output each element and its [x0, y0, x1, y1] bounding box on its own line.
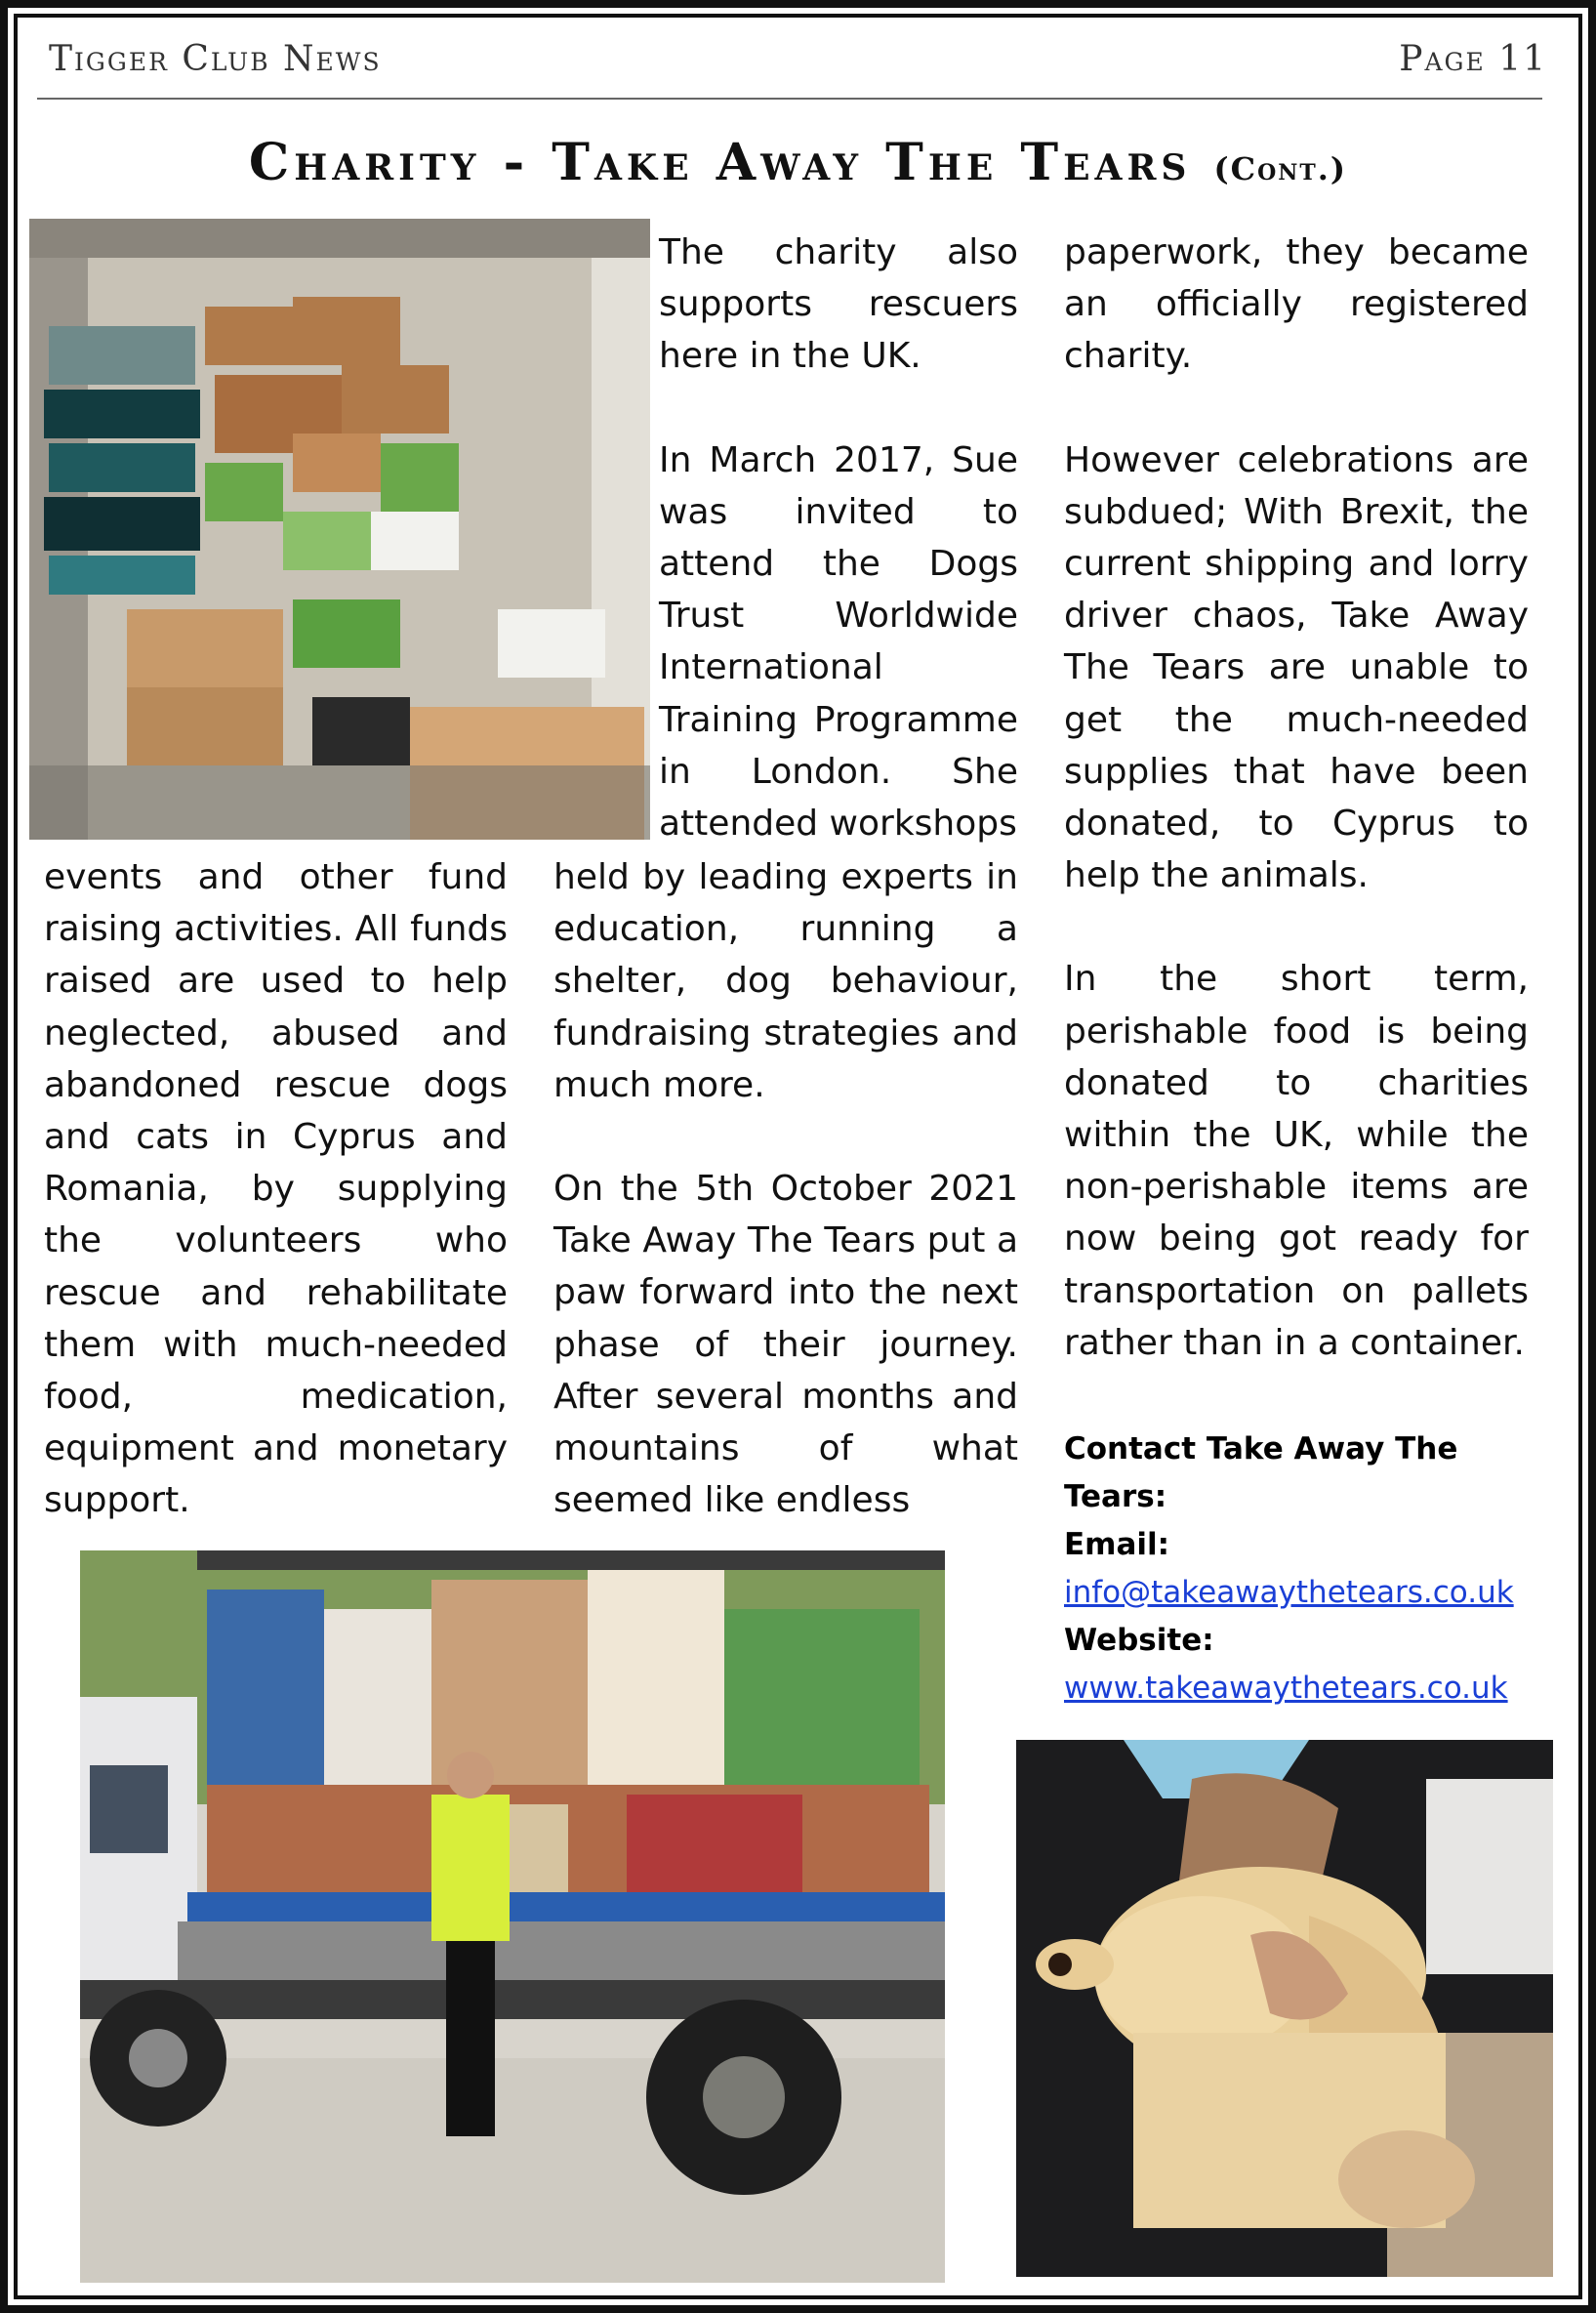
header-divider	[37, 98, 1542, 100]
paragraph-paperwork: paperwork, they became an officially registered charity.	[1064, 232, 1529, 377]
container-photo	[29, 219, 650, 840]
page-title	[0, 133, 1596, 192]
paragraph-march-2017: In March 2017, Sue was invited to attend the Dogs Trust Worldwide International Training Programme in London. She attended workshops	[659, 439, 1018, 845]
border-bottom-outer	[0, 2305, 1596, 2313]
website-link[interactable]: www.takeawaythetears.co.uk	[1064, 1671, 1508, 1706]
dog-photo	[1016, 1740, 1553, 2277]
border-top-outer	[0, 0, 1596, 8]
contact-block	[1064, 1425, 1552, 1713]
border-right-outer	[1588, 0, 1596, 2313]
title-main: Charity - Take Away The Tears	[248, 133, 1192, 192]
publication-name: Tigger Club News	[49, 39, 382, 79]
col1-text	[44, 851, 508, 1527]
email-label: Email:	[1064, 1527, 1170, 1562]
paragraph-events: events and other fund raising activities. All funds raised are used to help neglected, abused and abandoned rescue dogs and cats in Cyprus and Romania, by supplying the volunteers who rescue and rehabilitate them with much-needed food, medication, equipment and monetary support.	[44, 857, 508, 1521]
paragraph-october-2021: On the 5th October 2021 Take Away The Tears put a paw forward into the next phase of their journey. After several months and mountains of what seemed like endless	[553, 1169, 1018, 1521]
col2-top-text	[659, 227, 1018, 849]
website-label: Website:	[1064, 1623, 1214, 1658]
col3-text	[1064, 227, 1529, 1369]
title-cont: (Cont.)	[1213, 150, 1348, 187]
border-left-inner	[14, 14, 18, 2299]
col2-bottom-text	[553, 851, 1018, 1526]
paragraph-workshops-cont: held by leading experts in education, running a shelter, dog behaviour, fundraising strategies and much more.	[553, 857, 1018, 1105]
border-left-outer	[0, 0, 8, 2313]
border-right-inner	[1578, 14, 1582, 2299]
border-bottom-inner	[14, 2295, 1582, 2299]
page-number: Page 11	[1399, 39, 1547, 79]
contact-heading: Contact Take Away The Tears:	[1064, 1431, 1458, 1514]
lorry-photo	[80, 1550, 945, 2283]
email-link[interactable]: info@takeawaythetears.co.uk	[1064, 1575, 1514, 1610]
paragraph-charity-support: The charity also supports rescuers here in the UK.	[659, 232, 1018, 377]
border-top-inner	[14, 14, 1582, 18]
paragraph-short-term: In the short term, perishable food is being donated to charities within the UK, while the non-perishable items are now being got ready for transportation on pallets rather than in a container.	[1064, 959, 1529, 1363]
paragraph-brexit: However celebrations are subdued; With Brexit, the current shipping and lorry driver chaos, Take Away The Tears are unable to get the much-needed supplies that have been donated, to Cyprus to help the animals.	[1064, 439, 1529, 896]
